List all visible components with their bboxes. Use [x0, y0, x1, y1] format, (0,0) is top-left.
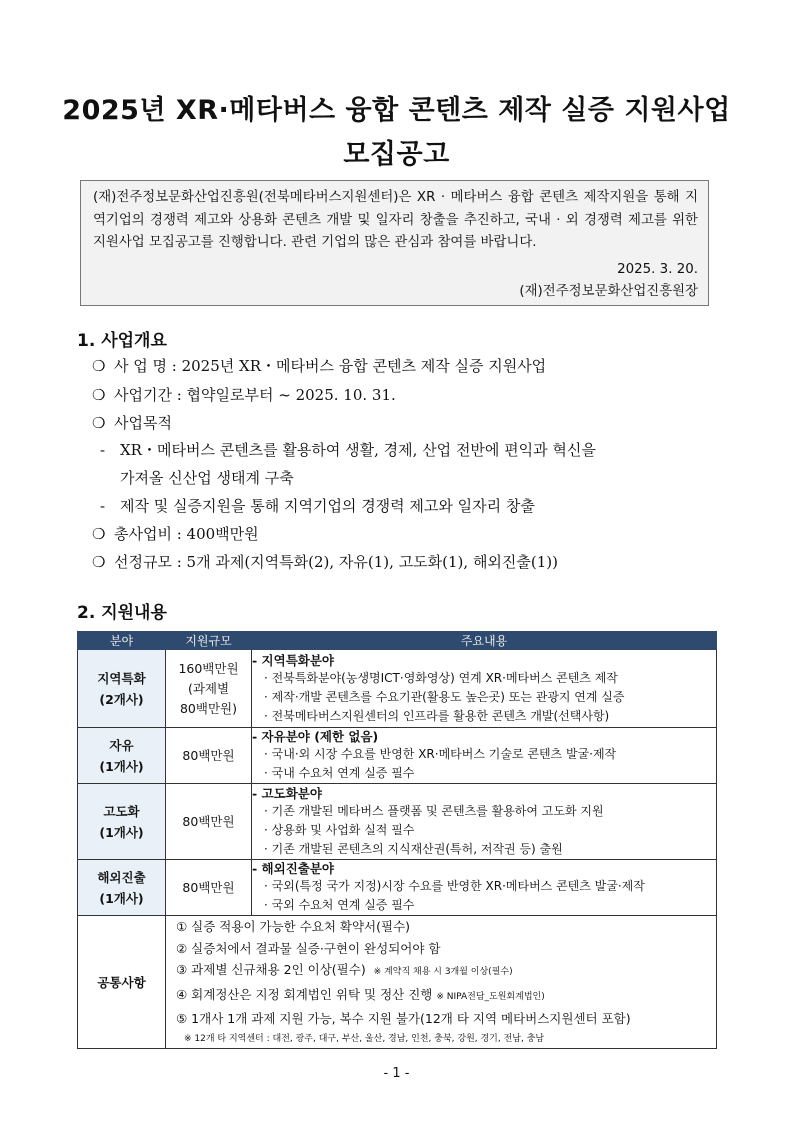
field-cell [78, 650, 166, 728]
field-count: (2개사) [99, 691, 144, 707]
purpose-text: 제작 및 실증지원을 통해 지역기업의 경쟁력 제고와 일자리 창출 [120, 497, 535, 515]
field-cell [78, 916, 166, 1049]
overview-item-purpose [92, 412, 172, 434]
common-content-cell [166, 916, 717, 1049]
section-heading-support: 2. 지원내용 [77, 603, 167, 623]
common-item: ⑤ 1개사 1개 과제 지원 가능, 복수 지원 불가(12개 타 지역 메타버스지원센터 포함) [176, 1011, 631, 1027]
content-item: · 전북메타버스지원센터의 인프라를 활용한 콘텐츠 개발(선택사항) [264, 708, 610, 723]
field-name: 공통사항 [97, 974, 146, 990]
table-header-field: 분야 [78, 632, 166, 650]
purpose-line-1: - XR・메타버스 콘텐츠를 활용하여 생활, 경제, 산업 전반에 편익과 혁신을 [100, 441, 596, 459]
overview-item-period [92, 384, 396, 406]
section-heading-overview: 1. 사업개요 [77, 331, 167, 351]
common-item-note: ※ NIPA전담_도원회계법인) [436, 991, 545, 1002]
content-item: · 제작·개발 콘텐츠를 수요기관(활용도 높은곳) 또는 관광지 연계 실증 [264, 689, 625, 704]
common-footnote: ※ 12개 타 지역센터 : 대전, 광주, 대구, 부산, 울산, 경남, 인천, 충북, 강원, 경기, 전남, 충남 [184, 1033, 545, 1044]
table-row [78, 728, 717, 784]
amount-text: (과제별 [187, 680, 230, 696]
common-item [166, 984, 716, 1009]
overview-item-text: 사업목적 [114, 414, 172, 432]
field-cell [78, 860, 166, 916]
bullet-circle-icon: ❍ [92, 553, 106, 571]
purpose-text: 가져올 신산업 생태계 구축 [120, 469, 294, 487]
content-heading: - 고도화분야 [252, 785, 322, 801]
table-row [78, 860, 717, 916]
field-cell [78, 728, 166, 784]
table-header-amount: 지원규모 [166, 632, 252, 650]
bullet-circle-icon: ❍ [92, 386, 106, 404]
table-row-common [78, 916, 717, 1049]
overview-item-text: 사업기간 : 협약일로부터 ~ 2025. 10. 31. [114, 386, 396, 404]
common-item-note: ※ 계약직 채용 시 3개월 이상(필수) [373, 967, 513, 978]
page-subtitle: 모집공고 [343, 139, 450, 170]
field-count: (1개사) [99, 758, 144, 774]
field-name: 해외진출 [97, 869, 146, 885]
common-item-text: ③ 과제별 신규채용 2인 이상(필수) [176, 962, 366, 978]
amount-text: 80백만원 [182, 747, 235, 763]
field-count: (1개사) [99, 824, 144, 840]
content-heading: - 자유분야 (제한 없음) [252, 729, 379, 744]
bullet-circle-icon: ❍ [92, 357, 106, 375]
content-item: · 국내·외 시장 수요를 반영한 XR·메타버스 기술로 콘텐츠 발굴·제작 [264, 747, 617, 761]
content-heading: - 지역특화분야 [252, 652, 334, 668]
content-cell [252, 728, 717, 784]
overview-item-scale [92, 551, 558, 573]
content-heading: - 해외진출분야 [252, 861, 334, 876]
field-name: 자유 [109, 737, 134, 753]
amount-text: 160백만원 [178, 660, 239, 676]
page-number: - 1 - [383, 1066, 410, 1081]
field-count: (1개사) [99, 890, 144, 906]
notice-date: 2025. 3. 20. [617, 261, 698, 277]
table-header-content: 주요내용 [252, 632, 717, 650]
amount-text: 80백만원) [179, 700, 237, 716]
content-item: · 전북특화분야(농생명ICT·영화영상) 연계 XR·메타버스 콘텐츠 제작 [264, 670, 618, 685]
content-item: · 국외 수요처 연계 실증 필수 [264, 898, 415, 912]
support-table [77, 631, 717, 1049]
purpose-text: XR・메타버스 콘텐츠를 활용하여 생활, 경제, 산업 전반에 편익과 혁신을 [120, 441, 596, 459]
table-row [78, 650, 717, 728]
purpose-line-1-cont [100, 464, 740, 492]
amount-cell [166, 728, 252, 784]
content-item: · 기존 개발된 메타버스 플랫폼 및 콘텐츠를 활용하여 고도화 지원 [264, 803, 604, 818]
content-cell [252, 784, 717, 860]
content-cell [252, 860, 717, 916]
amount-text: 80백만원 [182, 813, 235, 829]
content-item: · 기존 개발된 콘텐츠의 지식재산권(특허, 저작권 등) 출원 [264, 841, 563, 856]
amount-cell [166, 650, 252, 728]
notice-box [80, 180, 709, 306]
overview-item-text: 총사업비 : 400백만원 [114, 525, 259, 543]
table-header-row [78, 632, 717, 650]
notice-organization: (재)전주정보문화산업진흥원장 [519, 284, 698, 299]
overview-item-text: 사 업 명 : 2025년 XR・메타버스 융합 콘텐츠 제작 실증 지원사업 [114, 357, 547, 375]
content-item: · 국내 수요처 연계 실증 필수 [264, 766, 415, 780]
content-item: · 국외(특정 국가 지정)시장 수요를 반영한 XR·메타버스 콘텐츠 발굴·제작 [264, 879, 645, 893]
content-cell [252, 650, 717, 728]
purpose-line-2: - 제작 및 실증지원을 통해 지역기업의 경쟁력 제고와 일자리 창출 [100, 497, 535, 515]
field-name: 고도화 [103, 803, 140, 819]
bullet-circle-icon: ❍ [92, 525, 106, 543]
amount-cell [166, 784, 252, 860]
bullet-circle-icon: ❍ [92, 414, 106, 432]
overview-item-budget [92, 523, 259, 545]
field-name: 지역특화 [97, 670, 146, 686]
table-row [78, 784, 717, 860]
amount-cell [166, 860, 252, 916]
common-item: ① 실증 적용이 가능한 수요처 확약서(필수) [176, 919, 411, 935]
page-title: 2025년 XR·메타버스 융합 콘텐츠 제작 실증 지원사업 [62, 95, 731, 126]
common-item: ② 실증처에서 결과물 실증·구현이 완성되어야 함 [176, 940, 441, 956]
notice-body: (재)전주정보문화산업진흥원(전북메타버스지원센터)은 XR · 메타버스 융합 콘텐츠 제작지원을 통해 지역기업의 경쟁력 제고와 상용화 콘텐츠 개발 및 일자리 창출을 추진하고, 국내 · 외 경쟁력 제고를 위한 지원사업 모집공고를 진행합니다. 관련 기업의 많은 관심과 참여를 바랍니다. [93, 190, 698, 250]
common-item-text: ④ 회계정산은 지정 회계법인 위탁 및 정산 진행 [176, 986, 433, 1002]
field-cell [78, 784, 166, 860]
overview-item-name [92, 355, 546, 377]
overview-item-text: 선정규모 : 5개 과제(지역특화(2), 자유(1), 고도화(1), 해외진출(1)) [114, 553, 559, 571]
content-item: · 상용화 및 사업화 실적 필수 [264, 822, 415, 837]
amount-text: 80백만원 [182, 879, 235, 895]
common-item [166, 959, 716, 984]
